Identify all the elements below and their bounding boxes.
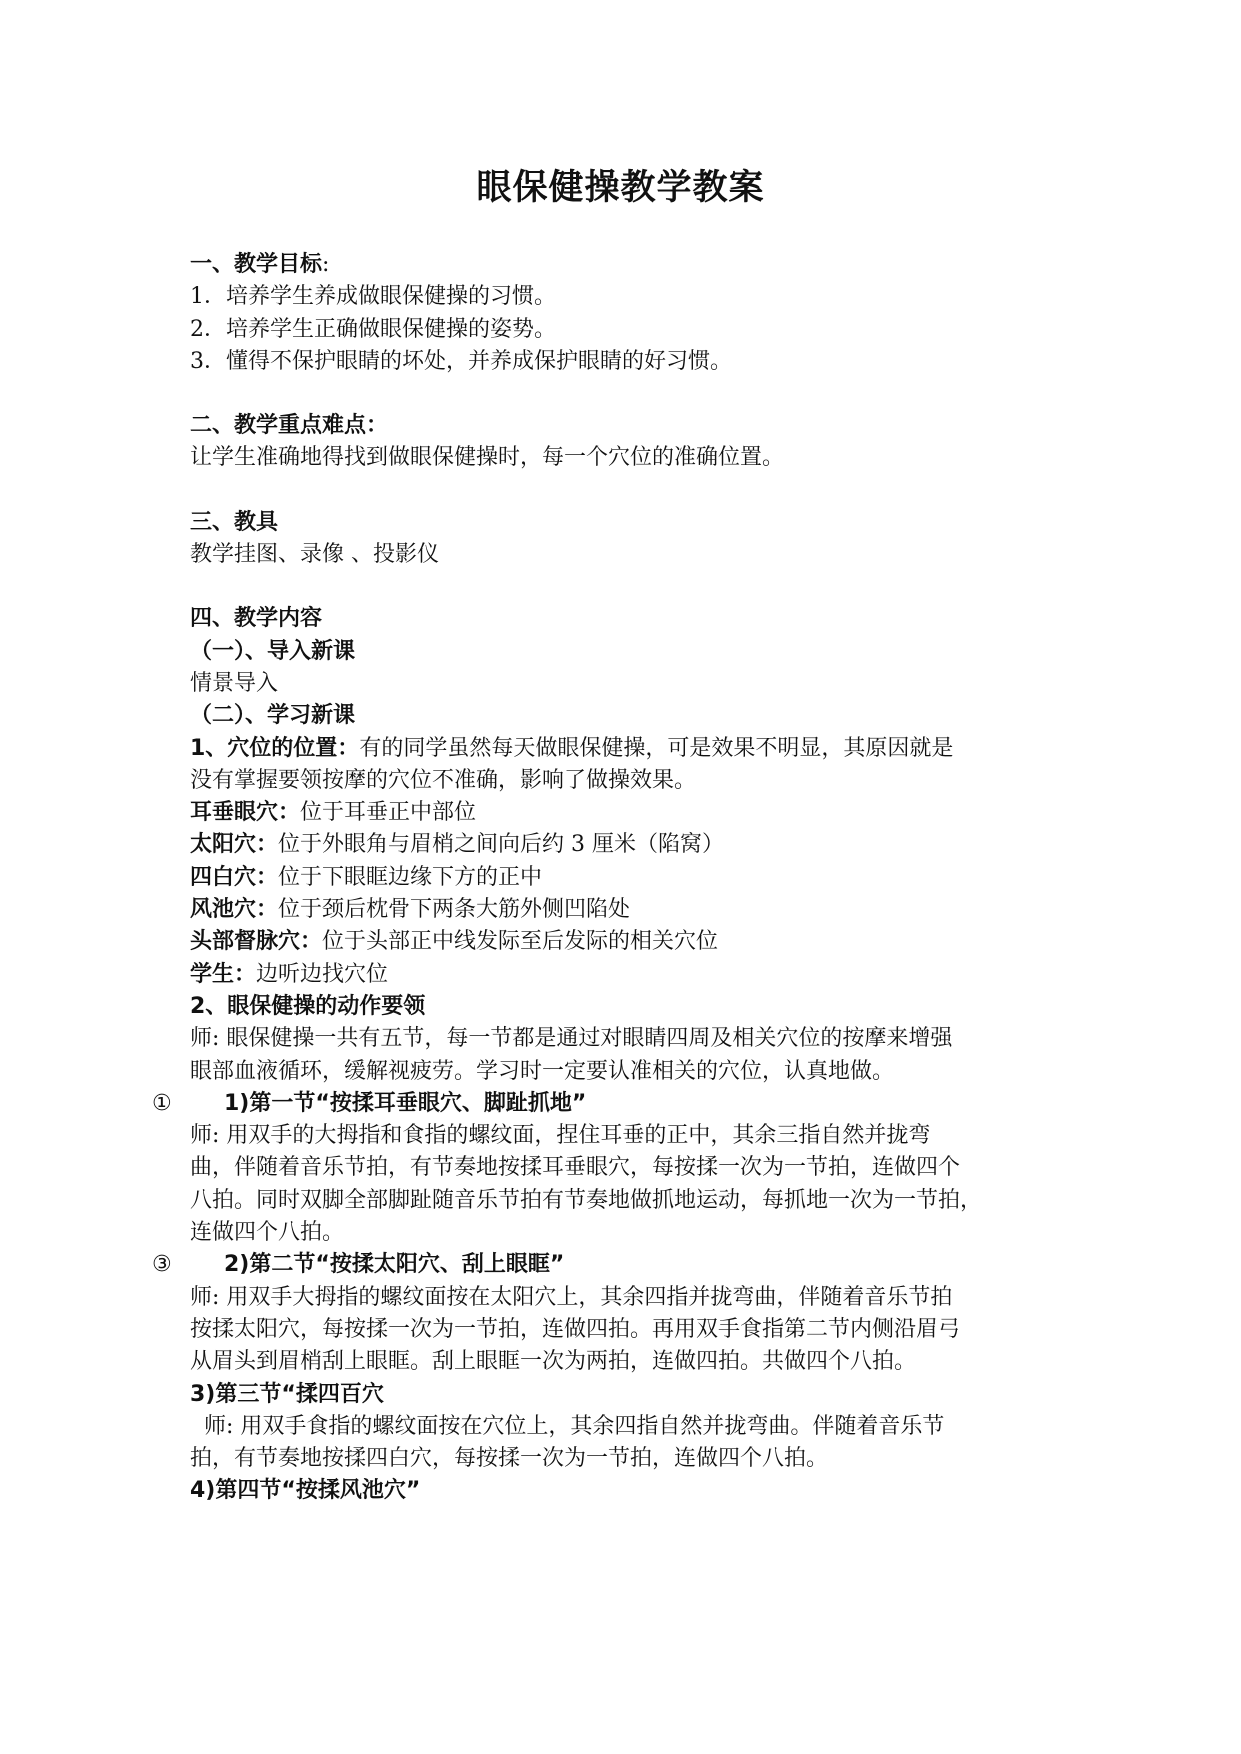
exercise-2-text-line: 从眉头到眉梢刮上眼眶。刮上眼眶一次为两拍，连做四拍。共做四个八拍。: [190, 1349, 917, 1375]
circled-number-marker: ①: [152, 1090, 172, 1116]
exercise-1-text-line: 八拍。同时双脚全部脚趾随音乐节拍有节奏地做抓地运动，每抓地一次为一节拍，: [190, 1187, 983, 1213]
subsection-1-heading: （一）、导入新课: [190, 638, 356, 664]
exercise-2-title: ③ 2)第二节“按揉太阳穴、刮上眼眶”: [190, 1249, 1070, 1281]
exercise-3-text-line: 拍，有节奏地按揉四白穴，每按揉一次为一节拍，连做四个八拍。: [190, 1446, 829, 1472]
exercise-3-text-line: 师: 用双手食指的螺纹面按在穴位上，其余四指自然并拢弯曲。伴随着音乐节: [204, 1413, 945, 1439]
acupoint-item: 头部督脉穴：位于头部正中线发际至后发际的相关穴位: [190, 929, 719, 955]
page-title: 眼保健操教学教案: [476, 168, 765, 208]
section-3-heading: 三、教具: [190, 509, 279, 535]
objective-item-3: 3．懂得不保护眼睛的坏处，并养成保护眼睛的好习惯。: [190, 348, 732, 374]
exercise-4-title: 4)第四节“按揉风池穴”: [190, 1478, 421, 1504]
circled-number-marker: ③: [152, 1252, 172, 1278]
exercise-1-title: ① 1)第一节“按揉耳垂眼穴、脚趾抓地”: [190, 1088, 1070, 1120]
acupoint-item: 学生：边听边找穴位: [190, 961, 389, 987]
exercise-2-text-line: 师: 用双手大拇指的螺纹面按在太阳穴上，其余四指并拢弯曲，伴随着音乐节拍: [190, 1284, 953, 1310]
acupoint-item: 耳垂眼穴：位于耳垂正中部位: [190, 800, 477, 826]
document-body: [152, 249, 1070, 1508]
exercise-3-title: 3)第三节“揉四百穴: [190, 1381, 384, 1407]
acupoint-intro-line-2: 没有掌握要领按摩的穴位不准确，影响了做操效果。: [190, 767, 697, 793]
section-2-text: 让学生准确地得找到做眼保健操时，每一个穴位的准确位置。: [190, 445, 785, 471]
exercise-2-text-line: 按揉太阳穴，每按揉一次为一节拍，连做四拍。再用双手食指第二节内侧沿眉弓: [190, 1316, 961, 1342]
acupoint-item: 太阳穴：位于外眼角与眉梢之间向后约 3 厘米（陷窝）: [190, 832, 725, 858]
section-3-text: 教学挂图、录像 、投影仪: [190, 542, 439, 568]
subsection-1-text: 情景导入: [190, 670, 279, 696]
section-2-heading: 二、教学重点难点：: [190, 413, 389, 439]
subsection-2-heading: （二）、学习新课: [190, 703, 356, 729]
action-essentials-heading: 2、眼保健操的动作要领: [190, 993, 426, 1019]
section-4-heading: 四、教学内容: [190, 606, 323, 632]
objective-item-1: 1．培养学生养成做眼保健操的习惯。: [190, 284, 556, 310]
acupoint-intro-line-1: 1、穴位的位置：有的同学虽然每天做眼保健操，可是效果不明显，其原因就是: [190, 735, 954, 761]
action-essentials-line-1: 师: 眼保健操一共有五节，每一节都是通过对眼睛四周及相关穴位的按摩来增强: [190, 1026, 953, 1052]
acupoint-item: 四白穴：位于下眼眶边缘下方的正中: [190, 864, 543, 890]
exercise-1-text-line: 曲，伴随着音乐节拍，有节奏地按揉耳垂眼穴，每按揉一次为一节拍，连做四个: [190, 1155, 961, 1181]
acupoint-item: 风池穴：位于颈后枕骨下两条大筋外侧凹陷处: [190, 897, 631, 923]
exercise-1-text-line: 连做四个八拍。: [190, 1220, 345, 1246]
objective-item-2: 2．培养学生正确做眼保健操的姿势。: [190, 316, 556, 342]
action-essentials-line-2: 眼部血液循环，缓解视疲劳。学习时一定要认准相关的穴位，认真地做。: [190, 1058, 895, 1084]
exercise-1-text-line: 师: 用双手的大拇指和食指的螺纹面，捏住耳垂的正中，其余三指自然并拢弯: [190, 1123, 931, 1149]
section-1-heading: 一、教学目标:: [190, 252, 330, 277]
